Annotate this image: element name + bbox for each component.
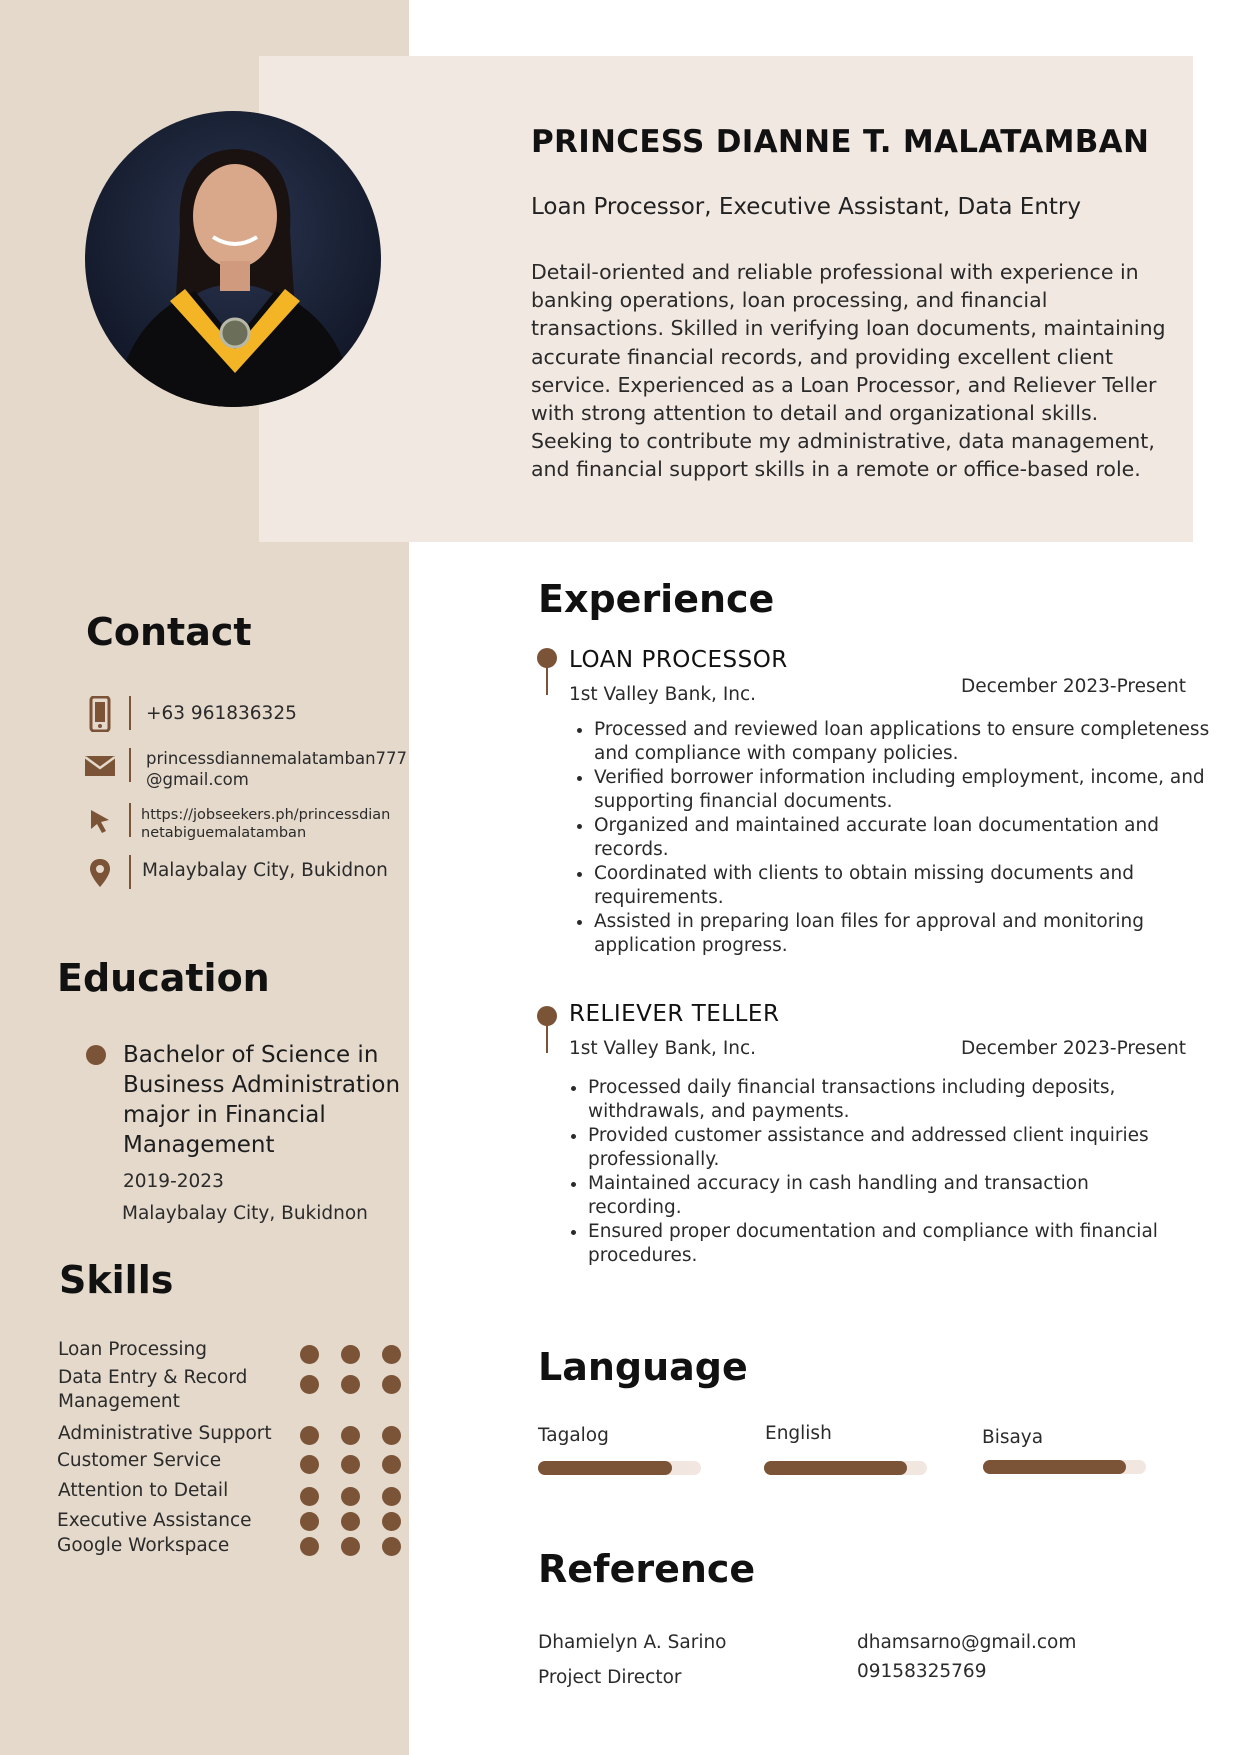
skill-level [300, 1426, 401, 1445]
skill-dot [300, 1375, 319, 1394]
timeline-dot [537, 648, 557, 668]
contact-divider [129, 748, 131, 782]
skill-dot [382, 1455, 401, 1474]
profile-summary: Detail-oriented and reliable professional with experience in banking operations, loan processing, and financial transactions. Skilled in verifying loan documents, maintaining accurate financial records, and providing excellent client service. Experienced as a Loan Processor, and Reliever Teller with strong attention to detail and organizational skills. Seeking to contribute my administrative, data management, and financial support skills in a remote or office-based role. [531, 260, 1166, 482]
skill-dot [382, 1487, 401, 1506]
job-duty: • Coordinated with clients to obtain missing documents and requirements. [594, 862, 1214, 910]
skill-dot [382, 1375, 401, 1394]
skill-dot [382, 1345, 401, 1364]
skill-dot [300, 1537, 319, 1556]
skill-dot [341, 1512, 360, 1531]
reference-heading: Reference [538, 1547, 756, 1591]
education-bullet [86, 1045, 106, 1065]
job-duty: • Ensured proper documentation and compliance with financial procedures. [588, 1220, 1188, 1268]
skill-dot [341, 1487, 360, 1506]
language-bar-fill [764, 1461, 907, 1475]
job-duty: • Maintained accuracy in cash handling and transaction recording. [588, 1172, 1188, 1220]
skill-dot [341, 1345, 360, 1364]
timeline-line [546, 667, 548, 695]
education-heading: Education [57, 956, 270, 1000]
skill-level [300, 1537, 401, 1556]
contact-email-line2: @gmail.com [146, 770, 249, 789]
contact-email[interactable] [146, 748, 407, 790]
skill-level [300, 1375, 401, 1394]
contact-divider [129, 803, 131, 837]
job-duties [562, 1076, 1188, 1268]
skill-dot [300, 1487, 319, 1506]
candidate-role: Loan Processor, Executive Assistant, Data Entry [531, 194, 1081, 220]
skill-dot [300, 1426, 319, 1445]
skill-item: Attention to Detail [58, 1480, 229, 1501]
location-pin-icon [80, 855, 120, 891]
contact-location: Malaybalay City, Bukidnon [142, 860, 388, 881]
job-date: December 2023-Present [961, 676, 1186, 697]
language-bar [764, 1461, 927, 1475]
phone-icon [80, 696, 120, 732]
education-years: 2019-2023 [123, 1171, 224, 1192]
education-degree: Bachelor of Science in Business Administration major in Financial Management [123, 1042, 401, 1158]
contact-divider [129, 696, 131, 730]
reference-email[interactable]: dhamsarno@gmail.com [857, 1632, 1077, 1653]
skill-item: Executive Assistance [57, 1510, 252, 1531]
mail-icon [80, 748, 120, 784]
skill-dot [341, 1375, 360, 1394]
skill-dot [300, 1345, 319, 1364]
skill-dot [341, 1426, 360, 1445]
job-duty: • Provided customer assistance and addressed client inquiries professionally. [588, 1124, 1188, 1172]
reference-phone: 09158325769 [857, 1661, 987, 1682]
contact-url-line1: https://jobseekers.ph/princessdian [141, 807, 391, 823]
job-date: December 2023-Present [961, 1038, 1186, 1059]
education-location: Malaybalay City, Bukidnon [122, 1203, 368, 1224]
contact-url-line2: netabiguemalatamban [141, 825, 307, 841]
job-duty: • Processed daily financial transactions including deposits, withdrawals, and payments. [588, 1076, 1188, 1124]
timeline-dot [537, 1006, 557, 1026]
skill-dot [300, 1455, 319, 1474]
contact-email-line1: princessdiannemalatamban777 [146, 749, 408, 768]
reference-name: Dhamielyn A. Sarino [538, 1632, 727, 1653]
language-name: English [765, 1423, 832, 1444]
reference-title: Project Director [538, 1667, 682, 1688]
job-title: LOAN PROCESSOR [569, 647, 788, 673]
contact-divider [129, 855, 131, 889]
job-title: RELIEVER TELLER [569, 1001, 780, 1027]
language-name: Bisaya [982, 1427, 1044, 1448]
skill-item: Customer Service [57, 1450, 222, 1471]
job-company: 1st Valley Bank, Inc. [569, 1038, 757, 1059]
skill-dot [300, 1512, 319, 1531]
skills-heading: Skills [59, 1258, 174, 1302]
skill-item: Google Workspace [57, 1535, 230, 1556]
contact-url[interactable] [141, 806, 390, 842]
job-duty: • Verified borrower information including employment, income, and supporting financial documents. [594, 766, 1214, 814]
language-bar-fill [983, 1460, 1126, 1474]
language-bar-fill [538, 1461, 672, 1475]
skill-level [300, 1487, 401, 1506]
skill-item: Data Entry & Record Management [58, 1367, 248, 1412]
experience-heading: Experience [538, 577, 775, 621]
language-bar [983, 1460, 1146, 1474]
job-duty: • Assisted in preparing loan files for approval and monitoring application progress. [594, 910, 1214, 958]
skill-level [300, 1512, 401, 1531]
contact-heading: Contact [86, 610, 252, 654]
job-duty: • Processed and reviewed loan applications to ensure completeness and compliance with company policies. [594, 718, 1214, 766]
language-heading: Language [538, 1345, 748, 1389]
candidate-name: PRINCESS DIANNE T. MALATAMBAN [531, 124, 1150, 160]
skill-dot [382, 1512, 401, 1531]
skill-level [300, 1455, 401, 1474]
job-duty: • Organized and maintained accurate loan documentation and records. [594, 814, 1214, 862]
skill-item: Loan Processing [58, 1339, 208, 1360]
skill-dot [341, 1455, 360, 1474]
language-name: Tagalog [538, 1425, 609, 1446]
profile-photo [85, 111, 381, 407]
cursor-icon [80, 803, 120, 839]
skill-item: Administrative Support [58, 1423, 272, 1444]
skill-dot [382, 1426, 401, 1445]
contact-phone: +63 961836325 [146, 703, 297, 724]
skill-dot [382, 1537, 401, 1556]
job-duties [568, 718, 1214, 958]
job-company: 1st Valley Bank, Inc. [569, 684, 757, 705]
skill-level [300, 1345, 401, 1364]
language-bar [538, 1461, 701, 1475]
timeline-line [546, 1025, 548, 1053]
skill-dot [341, 1537, 360, 1556]
